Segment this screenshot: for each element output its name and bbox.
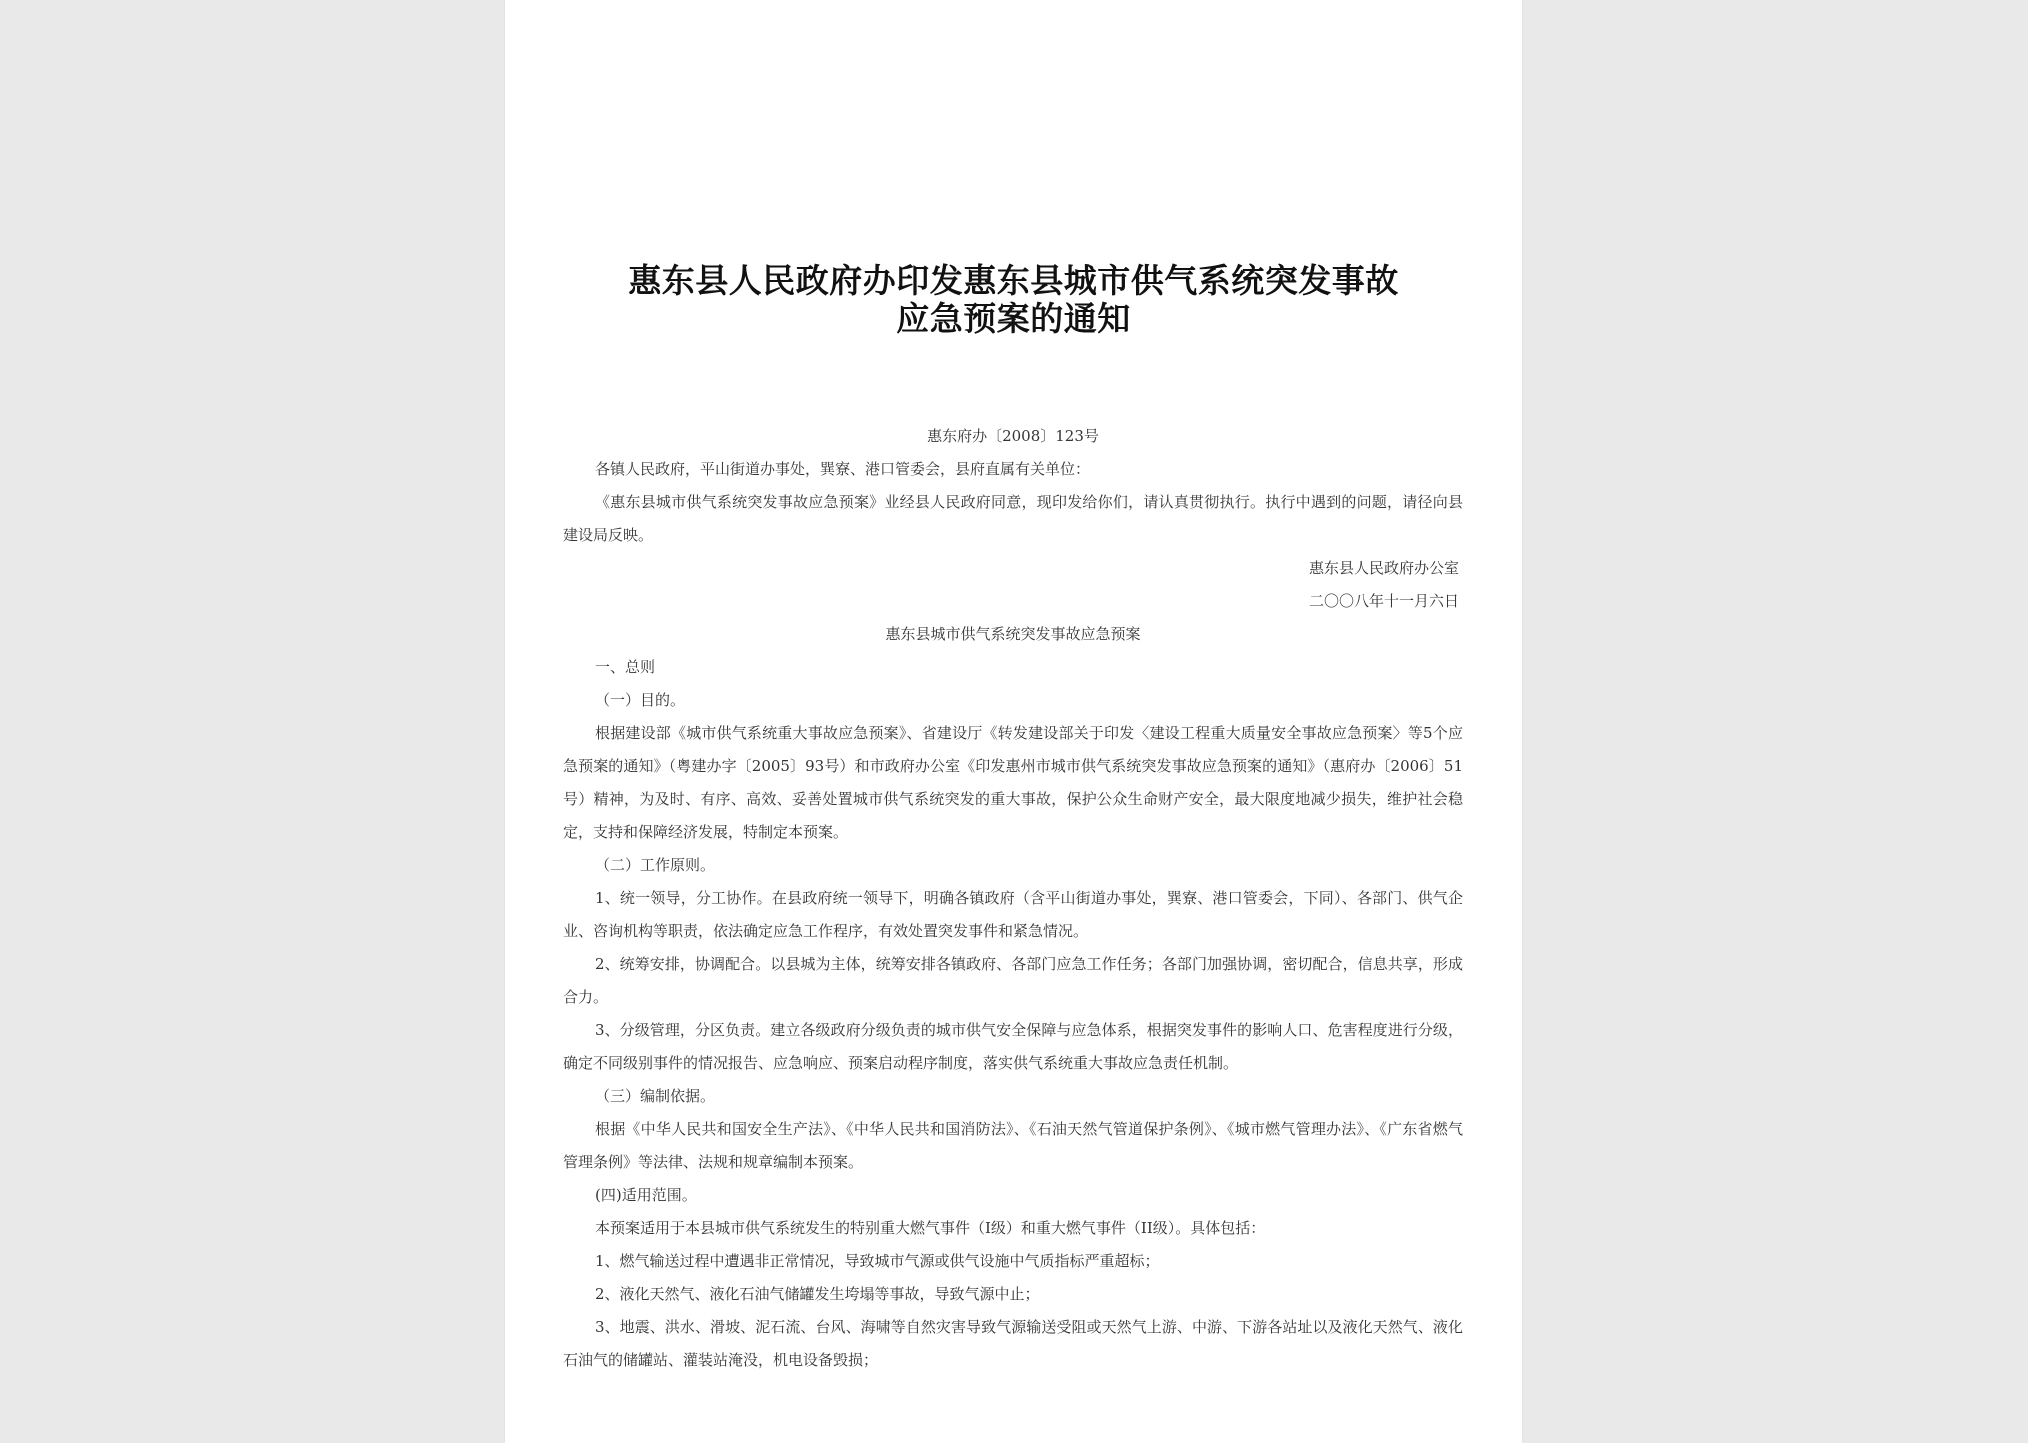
- principle-paragraph: 2、统筹安排，协调配合。以县城为主体，统筹安排各镇政府、各部门应急工作任务；各部门加强协调，密切配合，信息共享，形成合力。: [563, 955, 1463, 1006]
- principle-paragraph: 3、分级管理，分区负责。建立各级政府分级负责的城市供气安全保障与应急体系，根据突发事件的影响人口、危害程度进行分级，确定不同级别事件的情况报告、应急响应、预案启动程序制度，落实供气系统重大事故应急责任机制。: [563, 1021, 1463, 1072]
- scope-item: 1、燃气输送过程中遭遇非正常情况，导致城市气源或供气设施中气质指标严重超标；: [595, 1252, 1160, 1270]
- issuer: 惠东县人民政府办公室: [1308, 559, 1459, 577]
- title-line-1: 惠东县人民政府办印发惠东县城市供气系统突发事故: [628, 261, 1399, 300]
- document-body: [563, 420, 1463, 1377]
- subsection-heading: (四)适用范围。: [595, 1186, 697, 1204]
- subsection-heading: （二）工作原则。: [595, 856, 716, 874]
- principle-paragraph: 1、统一领导，分工协作。在县政府统一领导下，明确各镇政府（含平山街道办事处，巽寮、港口管委会，下同）、各部门、供气企业、咨询机构等职责，依法确定应急工作程序，有效处置突发事件和紧急情况。: [563, 889, 1463, 940]
- document-title: [545, 262, 1482, 338]
- scope-paragraph: 本预案适用于本县城市供气系统发生的特别重大燃气事件（I级）和重大燃气事件（II级）。具体包括：: [595, 1219, 1266, 1237]
- attachment-title: 惠东县城市供气系统突发事故应急预案: [885, 625, 1141, 643]
- scope-item: 3、地震、洪水、滑坡、泥石流、台风、海啸等自然灾害导致气源输送受阻或天然气上游、中游、下游各站址以及液化天然气、液化石油气的储罐站、灌装站淹没，机电设备毁损；: [563, 1318, 1463, 1369]
- section-heading: 一、总则: [595, 658, 656, 676]
- document-page: [505, 0, 1522, 1443]
- document-number: 惠东府办〔2008〕123号: [927, 427, 1099, 445]
- purpose-paragraph: 根据建设部《城市供气系统重大事故应急预案》、省建设厅《转发建设部关于印发〈建设工程重大质量安全事故应急预案〉等5个应急预案的通知》（粤建办字〔2005〕93号）和市政府办公室《印发惠州市城市供气系统突发事故应急预案的通知》（惠府办〔2006〕51号）精神，为及时、有序、高效、妥善处置城市供气系统突发的重大事故，保护公众生命财产安全，最大限度地减少损失，维护社会稳定，支持和保障经济发展，特制定本预案。: [563, 724, 1463, 841]
- subsection-heading: （三）编制依据。: [595, 1087, 716, 1105]
- recipients: 各镇人民政府，平山街道办事处，巽寮、港口管委会，县府直属有关单位：: [595, 460, 1091, 478]
- scope-item: 2、液化天然气、液化石油气储罐发生垮塌等事故，导致气源中止；: [595, 1285, 1040, 1303]
- issue-date: 二〇〇八年十一月六日: [1308, 592, 1459, 610]
- notice-body: 《惠东县城市供气系统突发事故应急预案》业经县人民政府同意，现印发给你们，请认真贯彻执行。执行中遇到的问题，请径向县建设局反映。: [563, 493, 1463, 544]
- basis-paragraph: 根据《中华人民共和国安全生产法》、《中华人民共和国消防法》、《石油天然气管道保护条例》、《城市燃气管理办法》、《广东省燃气管理条例》等法律、法规和规章编制本预案。: [563, 1120, 1463, 1171]
- subsection-heading: （一）目的。: [595, 691, 686, 709]
- title-line-2: 应急预案的通知: [896, 299, 1131, 338]
